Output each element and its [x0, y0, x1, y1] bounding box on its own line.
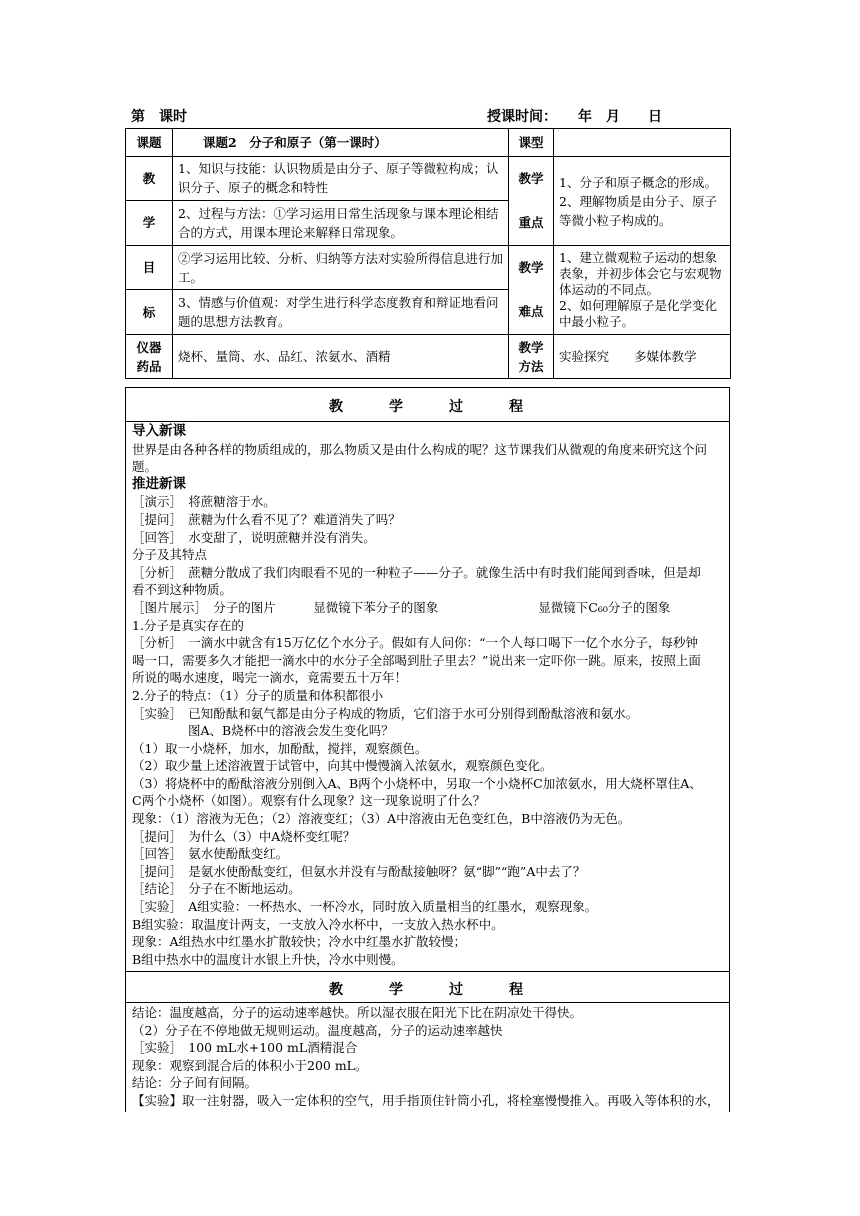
key-label-top: 教学: [518, 171, 544, 186]
goal-4: 3、情感与价值观：对学生进行科学态度教育和辩证地看问题的思想方法教育。: [173, 290, 509, 335]
text-line: 题。: [132, 459, 158, 475]
topic-title: 课题2 分子和原子（第一课时）: [173, 129, 509, 157]
text-line: ［回答］ 氨水使酚酞变红。: [132, 846, 289, 862]
text-line: （3）将烧杯中的酚酞溶液分别倒入A、B两个小烧杯中，另取一个小烧杯C加浓氨水，用大烧杯罩住A、: [132, 775, 702, 791]
type-label: 课型: [509, 129, 554, 157]
key-points: [554, 157, 731, 246]
key-point-2: 2、理解物质是由分子、原子等微小粒子构成的。: [559, 193, 717, 228]
equipment: 烧杯、量筒、水、品红、浓氨水、酒精: [173, 335, 509, 379]
text-line: （2）取少量上述溶液置于试管中，向其中慢慢滴入浓氨水，观察颜色变化。: [132, 758, 553, 774]
text-line: 现象：观察到混合后的体积小于200 mL。: [132, 1057, 368, 1073]
process-content-1: [125, 421, 730, 972]
process-header-char: 过: [449, 399, 463, 415]
text-line: ［分析］ 蔗糖分散成了我们肉眼看不见的一种粒子——分子。就像生活中有时我们能闻到香味，但是却: [132, 564, 701, 580]
process-header-char: 程: [509, 399, 523, 415]
text-line: 分子及其特点: [132, 547, 208, 563]
difficulty-1: 1、建立微观粒子运动的想象表象，并初步体会它与宏观物体运动的不同点。: [559, 250, 722, 297]
goal-label-1: 教: [126, 157, 173, 201]
process-header-2: [125, 971, 730, 1003]
difficulty-2: 2、如何理解原子是化学变化中最小粒子。: [559, 298, 717, 329]
process-header-char: 教: [329, 982, 343, 998]
key-point-1: 1、分子和原子概念的形成。: [559, 174, 717, 190]
text-line: 图A、B烧杯中的溶液会发生变化吗？: [188, 723, 394, 739]
text-line: 现象：（1）溶液为无色；（2）溶液变红；（3）A中溶液由无色变红色，B中溶液仍为无色。: [132, 811, 631, 827]
process-header-char: 学: [389, 982, 403, 998]
difficulty-label-bottom: 难点: [518, 304, 544, 319]
text-line: 结论：温度越高，分子的运动速率越快。所以湿衣服在阳光下比在阴凉处干得快。: [132, 1005, 583, 1020]
process-header-char: 程: [509, 982, 523, 998]
text-line: ［实验］ 100 mL水+100 mL酒精混合: [132, 1040, 358, 1056]
section-heading: 推进新课: [132, 475, 186, 492]
equipment-label-bottom: 药品: [136, 358, 162, 374]
process-header-char: 教: [329, 399, 343, 415]
method: 实验探究 多媒体教学: [554, 335, 731, 379]
key-label: [509, 157, 554, 246]
goal-1: 1、知识与技能：认识物质是由分子、原子等微粒构成；认识分子、原子的概念和特性: [173, 157, 509, 201]
difficulties: [554, 246, 731, 335]
goal-3: ②学习运用比较、分析、归纳等方法对实验所得信息进行加工。: [173, 246, 509, 290]
text-line: ［实验］ A组实验：一杯热水、一杯冷水，同时放入质量相当的红墨水，观察现象。: [132, 899, 598, 915]
text-line: 所说的喝水速度，喝完一滴水，竟需要五十万年！: [132, 670, 408, 686]
goal-label-4: 标: [126, 290, 173, 335]
goal-label-2: 学: [126, 200, 173, 245]
text-line: ［图片展示］ 分子的图片 显微镜下苯分子的图象 显微镜下C₆₀分子的图象: [132, 599, 671, 615]
text-line: 现象：A组热水中红墨水扩散较快；冷水中红墨水扩散较慢；: [132, 934, 467, 950]
text-line: （1）取一小烧杯，加水，加酚酞，搅拌，观察颜色。: [132, 740, 428, 756]
process-header-char: 过: [449, 982, 463, 998]
lesson-header: [131, 106, 731, 126]
text-line: ［提问］ 为什么（3）中A烧杯变红呢？: [132, 828, 356, 844]
method-label-bottom: 方法: [518, 358, 544, 374]
difficulty-label: [509, 246, 554, 335]
lesson-date: 授课时间： 年 月 日: [487, 109, 662, 125]
text-line: B组中热水中的温度计水银上升快，冷水中则慢。: [132, 951, 404, 967]
text-line: ［实验］ 已知酚酞和氨气都是由分子构成的物质，它们溶于水可分别得到酚酞溶液和氨水。: [132, 705, 639, 721]
lesson-info-table: [125, 128, 731, 379]
text-line: 看不到这种物质。: [132, 582, 233, 598]
process-header: [125, 387, 730, 422]
process-content-2: [125, 1002, 730, 1112]
text-line: ［回答］ 水变甜了，说明蔗糖并没有消失。: [132, 529, 376, 545]
goal-label-3: 目: [126, 246, 173, 290]
equipment-label-top: 仪器: [136, 339, 162, 355]
text-line: ［提问］ 蔗糖为什么看不见了？难道消失了吗？: [132, 511, 401, 527]
difficulty-label-top: 教学: [518, 260, 544, 275]
topic-label: 课题: [126, 129, 173, 157]
text-line: 世界是由各种各样的物质组成的，那么物质又是由什么构成的呢？这节课我们从微观的角度来研究这个问: [132, 441, 708, 457]
equipment-label: [126, 335, 173, 379]
text-line: 【实验】取一注射器，吸入一定体积的空气，用手指顶住针筒小孔，将栓塞慢慢推入。再吸入等体积的水，: [132, 1092, 720, 1108]
text-line: ［结论］ 分子在不断地运动。: [132, 881, 301, 897]
text-line: 1.分子是真实存在的: [132, 617, 244, 633]
text-line: 喝一口，需要多久才能把一滴水中的水分子全部喝到肚子里去？”说出来一定吓你一跳。原来，按照上面: [132, 652, 701, 668]
lesson-number: 第 课时: [131, 109, 187, 125]
text-line: C两个小烧杯（如图）。观察有什么现象？这一现象说明了什么？: [132, 793, 486, 809]
process-header-char: 学: [389, 399, 403, 415]
section-heading: 导入新课: [132, 423, 186, 439]
text-line: ［提问］ 是氨水使酚酞变红，但氨水并没有与酚酞接触呀？氨“脚”“跑”A中去了？: [132, 863, 586, 879]
key-label-bottom: 重点: [518, 215, 544, 230]
text-line: ［分析］ 一滴水中就含有15万亿亿个水分子。假如有人问你：“一个人每口喝下一亿个水分子，每秒钟: [132, 635, 699, 651]
type-value: [554, 129, 731, 157]
method-label-top: 教学: [518, 339, 544, 355]
text-line: （2）分子在不停地做无规则运动。温度越高，分子的运动速率越快: [132, 1022, 503, 1038]
text-line: 2.分子的特点：（1）分子的质量和体积都很小: [132, 687, 384, 703]
text-line: ［演示］ 将蔗糖溶于水。: [132, 494, 276, 510]
text-line: 结论：分子间有间隔。: [132, 1075, 258, 1091]
text-line: B组实验：取温度计两支，一支放入冷水杯中，一支放入热水杯中。: [132, 916, 504, 932]
method-label: [509, 335, 554, 379]
goal-2: 2、过程与方法：①学习运用日常生活现象与课本理论相结合的方式，用课本理论来解释日常现象。: [173, 200, 509, 245]
